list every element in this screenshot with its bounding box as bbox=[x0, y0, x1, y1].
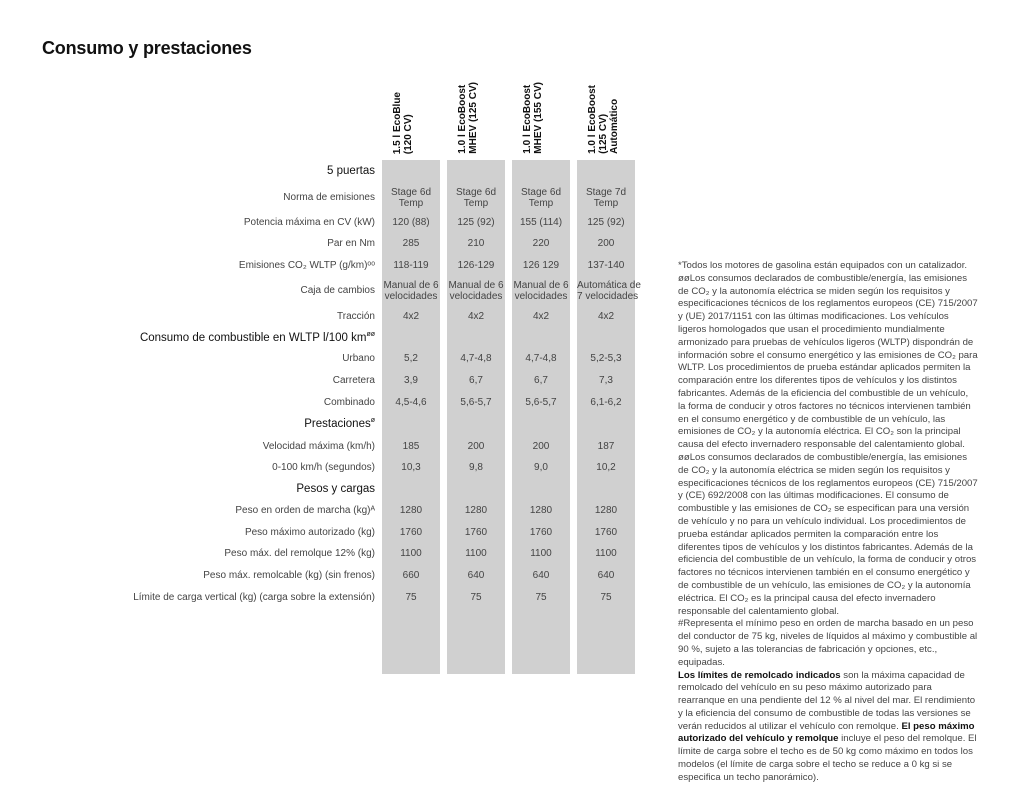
row-label: Caja de cambios bbox=[300, 285, 375, 296]
table-cell: 660 bbox=[402, 570, 420, 581]
table-cell: 1760 bbox=[464, 527, 488, 538]
footnote: #Representa el mínimo peso en orden de marcha basado en un peso del conductor de 75 kg, niveles de líquidos al máximo y combustible al 90 %, sujeto a las tolerancias de fabricación y opciones, etc., equipadas. bbox=[678, 618, 978, 668]
table-cell: 220 bbox=[532, 238, 550, 249]
row-label: Peso máximo autorizado (kg) bbox=[244, 527, 375, 538]
table-cell: 5,6-5,7 bbox=[460, 397, 492, 408]
table-cell: 1760 bbox=[399, 527, 423, 538]
table-cell: 10,2 bbox=[596, 462, 616, 473]
table-cell: 1100 bbox=[595, 548, 617, 559]
table-cell: 137-140 bbox=[587, 260, 625, 271]
table-cell: 285 bbox=[402, 238, 420, 249]
table-cell: 1760 bbox=[594, 527, 618, 538]
table-cell: 3,9 bbox=[404, 375, 418, 386]
row-label: Peso en orden de marcha (kg)ᴬ bbox=[235, 505, 375, 516]
table-cell: 1280 bbox=[464, 505, 488, 516]
table-cell: 4x2 bbox=[402, 311, 420, 322]
table-cell: 75 bbox=[405, 592, 417, 603]
table-cell: 9,8 bbox=[469, 462, 483, 473]
table-cell: 125 (92) bbox=[457, 217, 495, 228]
section-heading-sup: øø bbox=[366, 331, 375, 338]
row-label: Límite de carga vertical (kg) (carga sobre la extensión) bbox=[133, 592, 375, 603]
table-cell: 120 (88) bbox=[392, 217, 430, 228]
table-cell: 126 129 bbox=[522, 260, 560, 271]
table-cell: 126-129 bbox=[457, 260, 495, 271]
page-title: Consumo y prestaciones bbox=[42, 38, 252, 58]
footnote-bold: Los límites de remolcado indicados bbox=[678, 669, 841, 681]
section-heading-performance bbox=[304, 417, 375, 430]
table-cell: 5,6-5,7 bbox=[525, 397, 557, 408]
table-cell: 75 bbox=[535, 592, 547, 603]
table-cell: Stage 7d Temp bbox=[585, 187, 627, 209]
table-cell: 125 (92) bbox=[587, 217, 625, 228]
table-cell: 118-119 bbox=[393, 260, 429, 271]
footnote: *Todos los motores de gasolina están equipados con un catalizador. bbox=[678, 260, 968, 271]
row-label: Urbano bbox=[342, 353, 375, 364]
table-cell: Stage 6d Temp bbox=[455, 187, 497, 209]
row-label: Norma de emisiones bbox=[283, 192, 375, 203]
table-cell: 4,7-4,8 bbox=[460, 353, 492, 364]
section-heading-consumption bbox=[140, 331, 375, 344]
table-cell: 640 bbox=[597, 570, 615, 581]
table-cell: 1100 bbox=[465, 548, 487, 559]
table-cell: 1760 bbox=[529, 527, 553, 538]
table-cell: 1100 bbox=[530, 548, 552, 559]
footnote: øøLos consumos declarados de combustible/energía, las emisiones de CO₂ y la autonomía eléctrica se miden según los requisitos y especificaciones técnicos de los reglamentos europeos (CE) 715/2007 y (CE) 692/2008 con las últimas modificaciones. El consumo de combustible y las emisiones de CO₂ se especifican para una versión de vehículo y no para un vehículo individual. Los procedimientos de prueba estándar aplicados permiten la comparación entre los diferentes tipos de vehículos y los distintos fabricantes. Además de la eficiencia del combustible de un vehículo, la forma de conducir y otros factores no técnicos intervienen también en el consumo energético y de combustible de un vehículo, las emisiones de CO₂ y la autonomía eléctrica. El CO₂ es la principal causa del efecto invernadero responsable del calentamiento global. bbox=[678, 451, 978, 617]
table-cell: 155 (114) bbox=[519, 217, 563, 228]
row-label: Tracción bbox=[337, 311, 375, 322]
footnote-text: incluye el peso del remolque. El límite de carga sobre el techo es de 50 kg como máximo en todos los modelos (el límite de carga sobre el techo se reduce a 0 kg si se especifica un techo panorámico). bbox=[678, 733, 977, 783]
table-cell: 4x2 bbox=[597, 311, 615, 322]
table-cell: 4x2 bbox=[532, 311, 550, 322]
section-heading-text: Consumo de combustible en WLTP l/100 km bbox=[139, 331, 367, 344]
table-cell: 200 bbox=[467, 441, 485, 452]
column-header bbox=[577, 0, 635, 158]
table-cell: 210 bbox=[467, 238, 485, 249]
row-label: Carretera bbox=[332, 375, 375, 386]
footnote: øøLos consumos declarados de combustible/energía, las emisiones de CO₂ y la autonomía eléctrica se miden según los requisitos y especificaciones técnicos de los reglamentos europeos (CE) 715/2007 y (UE) 2017/1151 con las últimas modificaciones. Los vehículos ligeros homologados que usan el procedimiento mundialmente armonizado para pruebas de vehículos ligeros (WLTP) dispondrán de información sobre el consumo energético y las emisiones de CO₂ para WLTP. Los procedimientos de prueba estándar aplicados permiten la comparación entre los diferentes tipos de vehículos y los distintos fabricantes. Además de la eficiencia del combustible de un vehículo, la forma de conducir y otros factores no técnicos intervienen también en el consumo energético y de combustible de un vehículo, las emisiones de CO₂ y la autonomía eléctrica. El CO₂ son la principal causa del efecto invernadero responsable del calentamiento global. bbox=[678, 272, 978, 451]
footnote-text: son la máxima capacidad de remolcado del vehículo en su peso máximo autorizado para rearranque en una pendiente del 12 % al nivel del mar. El rendimiento y la eficiencia del consumo de combustible de todas las versiones se verán reducidos al utilizar el vehículo con remolque. bbox=[678, 669, 976, 732]
table-cell: 200 bbox=[597, 238, 615, 249]
table-cell: 640 bbox=[532, 570, 550, 581]
column-header-text: 1.5 l EcoBlue (120 CV) bbox=[392, 91, 414, 154]
column-header bbox=[512, 0, 570, 158]
row-label: Peso máx. remolcable (kg) (sin frenos) bbox=[203, 570, 375, 581]
footnote-bold: El peso máximo autorizado del vehículo y remolque bbox=[678, 720, 975, 745]
section-heading-text: Prestaciones bbox=[304, 417, 371, 430]
table-cell: 4x2 bbox=[467, 311, 485, 322]
table-cell: Manual de 6 velocidades bbox=[513, 280, 569, 302]
table-cell: 1280 bbox=[399, 505, 423, 516]
table-cell: Stage 6d Temp bbox=[390, 187, 432, 209]
footnotes bbox=[678, 260, 978, 785]
table-cell: Automática de 7 velocidades bbox=[577, 280, 641, 302]
table-cell: Manual de 6 velocidades bbox=[448, 280, 504, 302]
table-cell: 10,3 bbox=[401, 462, 421, 473]
table-cell: 1280 bbox=[594, 505, 618, 516]
table-cell: 75 bbox=[600, 592, 612, 603]
section-heading-body: 5 puertas bbox=[327, 165, 375, 177]
table-cell: 640 bbox=[467, 570, 485, 581]
row-label: Combinado bbox=[323, 397, 375, 408]
table-cell: 4,7-4,8 bbox=[525, 353, 557, 364]
row-label: 0-100 km/h (segundos) bbox=[272, 462, 375, 473]
table-cell: Manual de 6 velocidades bbox=[383, 280, 439, 302]
table-cell: 4,5-4,6 bbox=[395, 397, 427, 408]
row-label: Potencia máxima en CV (kW) bbox=[243, 217, 375, 228]
table-cell: 7,3 bbox=[599, 375, 613, 386]
table-cell: 187 bbox=[597, 441, 615, 452]
table-cell: 6,7 bbox=[469, 375, 483, 386]
section-heading-sup: ø bbox=[370, 417, 375, 424]
table-cell: 1280 bbox=[529, 505, 553, 516]
column-header-text: 1.0 l EcoBoost MHEV (125 CV) bbox=[457, 82, 479, 154]
table-cell: Stage 6d Temp bbox=[520, 187, 562, 209]
column-header-text: 1.0 l EcoBoost MHEV (155 CV) bbox=[522, 82, 544, 154]
table-cell: 185 bbox=[402, 441, 420, 452]
table-cell: 6,1-6,2 bbox=[590, 397, 622, 408]
row-label: Peso máx. del remolque 12% (kg) bbox=[224, 548, 375, 559]
footnote bbox=[678, 670, 978, 785]
table-cell: 5,2 bbox=[404, 353, 418, 364]
row-label: Velocidad máxima (km/h) bbox=[262, 441, 375, 452]
table-cell: 6,7 bbox=[534, 375, 548, 386]
table-cell: 5,2-5,3 bbox=[590, 353, 622, 364]
section-heading-weights: Pesos y cargas bbox=[296, 483, 375, 495]
column-header-text: 1.0 l EcoBoost (125 CV) Automático bbox=[587, 85, 620, 154]
table-cell: 75 bbox=[470, 592, 482, 603]
table-cell: 1100 bbox=[400, 548, 422, 559]
column-header bbox=[447, 0, 505, 158]
row-label: Par en Nm bbox=[327, 238, 375, 249]
table-cell: 200 bbox=[532, 441, 550, 452]
column-header bbox=[382, 0, 440, 158]
row-label: Emisiones CO₂ WLTP (g/km)ᵒᵒ bbox=[238, 260, 375, 271]
table-cell: 9,0 bbox=[534, 462, 548, 473]
